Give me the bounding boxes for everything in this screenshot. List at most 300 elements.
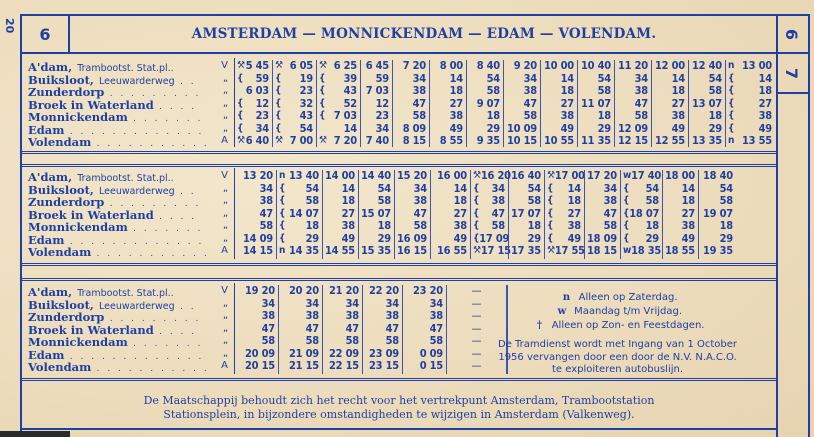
time-value: 13 00 — [742, 59, 772, 72]
time-value: 11 20 — [618, 59, 648, 72]
station-detail: Trambootst. Stat.pl. — [77, 173, 171, 184]
time-value: 47 — [261, 321, 275, 335]
time-value: 38 — [305, 309, 319, 322]
brace-mark: { — [279, 232, 286, 244]
side-tabs — [776, 14, 810, 94]
time-value: 47 — [603, 206, 617, 220]
time-value: 49 — [449, 121, 463, 135]
arrival-departure-mark: „ — [222, 122, 228, 134]
arrival-departure-mark: „ — [222, 72, 228, 84]
time-value: 58 — [486, 84, 500, 97]
time-value: 58 — [429, 334, 443, 347]
brace-mark: { — [623, 182, 630, 194]
leader-dots: . . . . . . . . . . . — [91, 364, 210, 374]
trip-column — [467, 60, 504, 147]
time-cell — [273, 135, 316, 148]
time-value: 58 — [412, 109, 426, 122]
time-value: 38 — [634, 84, 648, 97]
time-value: 15 07 — [361, 206, 391, 220]
time-value: 12 00 — [655, 59, 685, 72]
time-cell — [467, 135, 503, 148]
arrival-departure-mark: „ — [222, 195, 228, 206]
hammers-icon: ⚒ — [547, 245, 555, 256]
time-value: 47 — [345, 321, 359, 335]
trip-column — [585, 170, 621, 259]
station-row — [28, 110, 228, 123]
time-value: 47 — [413, 206, 427, 220]
table-number: 6 — [22, 16, 70, 52]
time-value: 14 09 — [243, 231, 273, 245]
time-value: 49 — [560, 121, 574, 135]
time-value: 18 — [567, 194, 581, 207]
time-cell — [235, 245, 276, 258]
time-value: 10 00 — [544, 59, 574, 72]
leader-dots: . — [170, 289, 177, 299]
time-value: 14 15 — [243, 244, 273, 257]
leader-dots: . . . . . . . — [127, 224, 203, 234]
time-value: 49 — [758, 121, 772, 135]
station-name: Edam — [28, 232, 65, 247]
time-value: 19 35 — [703, 244, 733, 257]
trip-column — [359, 170, 395, 259]
station-row — [28, 195, 228, 208]
time-value: 9 35 — [476, 134, 500, 147]
time-value: 34 — [491, 181, 505, 195]
time-value: 10 55 — [544, 134, 574, 147]
time-value: 14 — [341, 181, 355, 195]
time-cell — [726, 135, 775, 148]
time-value: 12 15 — [618, 134, 648, 147]
time-value: 14 — [343, 121, 357, 135]
side-tab-6[interactable] — [776, 16, 808, 54]
time-value: 58 — [345, 334, 359, 347]
time-value: 18 35 — [631, 244, 662, 257]
station-row — [28, 123, 228, 136]
trip-column — [393, 60, 430, 147]
time-value: 17 40 — [631, 169, 662, 182]
service-code: n — [728, 60, 735, 71]
time-value: 27 — [341, 206, 355, 220]
time-value: 58 — [305, 194, 319, 207]
service-code: w — [623, 245, 632, 256]
time-value: 6 45 — [365, 59, 389, 72]
leader-dots: . . . . . . . . . . . — [91, 249, 210, 259]
time-value: 47 — [305, 321, 319, 335]
time-value: 20 15 — [245, 359, 275, 372]
time-value: 54 — [597, 71, 611, 85]
station-detail: Trambootst. Stat.pl. — [77, 288, 171, 299]
time-value: 27 — [671, 96, 685, 110]
time-value: 58 — [645, 194, 659, 207]
time-value: 14 07 — [289, 206, 319, 220]
time-value: 22 09 — [329, 346, 359, 360]
time-value: 23 15 — [369, 359, 399, 372]
brace-mark: { — [547, 220, 554, 231]
time-value: 17 20 — [587, 169, 617, 182]
arrival-departure-mark: „ — [222, 220, 228, 231]
time-value: 29 — [719, 231, 733, 245]
time-value: 29 — [486, 121, 500, 135]
station-name: A'dam, — [28, 60, 73, 74]
leader-dots: . . . . . . . . . — [104, 199, 201, 209]
station-name: Monnickendam — [28, 220, 128, 234]
hammers-icon: ⚒ — [547, 170, 555, 181]
time-value: 23 — [255, 109, 269, 122]
time-value: 9 07 — [476, 96, 500, 110]
station-row — [28, 60, 228, 73]
brace-mark: { — [279, 195, 286, 206]
time-value: 58 — [385, 334, 399, 347]
legend-text: Alleen op Zaterdag. — [578, 292, 678, 303]
station-detail: Leeuwarderweg — [99, 300, 175, 312]
time-value: 11 07 — [581, 96, 611, 110]
brace-mark: { — [279, 220, 286, 231]
time-cell — [699, 245, 736, 258]
time-value: 34 — [385, 296, 399, 310]
brace-mark: { — [728, 97, 735, 109]
time-value: 20 09 — [245, 346, 275, 360]
time-value: 38 — [681, 219, 695, 232]
brace-mark: { — [547, 232, 554, 244]
station-name: Buiksloot, — [28, 182, 94, 197]
legend-item — [459, 319, 776, 333]
time-value: 18 — [560, 84, 574, 97]
trip-column — [361, 60, 393, 147]
trip-column — [277, 170, 323, 259]
time-cell — [277, 245, 322, 258]
trip-column — [578, 60, 615, 147]
station-list — [28, 170, 228, 258]
station-name: Zunderdorp — [28, 195, 105, 209]
time-value: 14 55 — [325, 244, 355, 257]
time-value: 8 00 — [439, 59, 463, 72]
brace-mark: { — [623, 220, 630, 231]
trip-column — [363, 285, 403, 374]
time-value: 11 35 — [581, 134, 611, 147]
side-tab-6-label: 6 — [782, 28, 802, 40]
arrival-departure-mark: „ — [222, 232, 228, 244]
time-value: 29 — [305, 231, 319, 245]
brace-mark: { — [319, 110, 326, 121]
station-row — [28, 135, 228, 148]
leader-dots: . . . . . . . . . . . . . — [64, 126, 204, 137]
station-name: Volendam — [28, 245, 92, 259]
time-value: 58 — [597, 84, 611, 97]
time-value: — — [471, 321, 482, 335]
time-value: 27 — [681, 206, 695, 220]
time-value: 5 45 — [245, 59, 269, 72]
station-row — [28, 285, 228, 298]
station-row — [28, 208, 228, 221]
legend-item — [459, 305, 776, 319]
brace-mark: { — [623, 207, 630, 219]
time-value: 38 — [453, 219, 467, 232]
time-value: 23 20 — [413, 284, 443, 297]
trip-column — [541, 60, 578, 147]
service-code: n — [279, 245, 286, 256]
time-value: 54 — [719, 181, 733, 195]
arrival-departure-mark: A — [221, 135, 228, 146]
station-row — [28, 323, 228, 336]
time-value: 13 07 — [692, 96, 722, 110]
leader-dots: . . . . — [153, 326, 197, 337]
brace-mark: { — [728, 110, 735, 121]
time-value: 47 — [259, 206, 273, 220]
time-value: 58 — [377, 194, 391, 207]
time-value: 6 25 — [333, 59, 357, 72]
time-value: 7 20 — [333, 134, 357, 147]
time-value: 58 — [305, 334, 319, 347]
time-value: 0 15 — [419, 359, 443, 372]
time-value: 6 03 — [245, 84, 269, 97]
station-name: Monnickendam — [28, 335, 128, 349]
station-row — [28, 360, 228, 373]
time-value: 12 — [255, 96, 269, 110]
time-value: 18 40 — [703, 169, 733, 182]
time-value: 59 — [375, 71, 389, 85]
time-value: 16 40 — [511, 169, 541, 182]
time-value: 16 15 — [397, 244, 427, 257]
time-value: 17 35 — [511, 244, 541, 257]
brace-mark: { — [473, 182, 480, 194]
trip-column — [317, 60, 361, 147]
time-value: 8 09 — [402, 121, 426, 135]
trip-column — [235, 170, 277, 259]
leader-dots: . . . . — [153, 211, 197, 222]
station-name: Broek in Waterland — [28, 322, 154, 337]
time-value: 6 05 — [289, 59, 313, 72]
legend-key: n — [562, 292, 571, 303]
leader-dots: . . . . . . . . . . . . . — [64, 236, 204, 247]
arrival-departure-mark: „ — [222, 347, 228, 359]
time-value: 23 09 — [369, 346, 399, 360]
trip-column — [621, 170, 663, 259]
side-tab-7[interactable] — [776, 54, 808, 92]
time-columns — [235, 60, 776, 147]
time-value: 54 — [377, 181, 391, 195]
leader-dots: . . . . — [153, 101, 197, 112]
time-value: 12 55 — [655, 134, 685, 147]
leader-dots: . . — [174, 186, 197, 197]
time-cell — [578, 135, 614, 148]
trip-column — [235, 60, 273, 147]
time-value: 17 55 — [554, 244, 585, 257]
time-value: 14 — [560, 71, 574, 85]
notice-line: te exploiteren autobuslijn. — [551, 364, 684, 375]
time-value: 13 55 — [742, 134, 772, 147]
time-columns — [235, 170, 776, 259]
time-value: 54 — [645, 181, 659, 195]
station-row — [28, 310, 228, 323]
time-value: 34 — [412, 71, 426, 85]
station-name: Edam — [28, 122, 65, 137]
time-value: — — [471, 284, 482, 297]
time-value: 14 00 — [325, 169, 355, 182]
station-row — [28, 298, 228, 311]
time-value: 27 — [758, 96, 772, 110]
time-value: 47 — [491, 206, 505, 220]
time-value: 14 — [681, 181, 695, 195]
time-value: 34 — [413, 181, 427, 195]
station-name: Broek in Waterland — [28, 97, 154, 112]
leader-dots: . . — [174, 76, 197, 87]
arrival-departure-mark: „ — [222, 335, 228, 346]
brace-mark: { — [728, 122, 735, 134]
time-value: 18 — [305, 219, 319, 232]
time-value: — — [471, 309, 482, 322]
station-list — [28, 60, 228, 148]
leader-dots: . . . . . . . — [127, 114, 203, 124]
timetable-block-2 — [22, 168, 776, 266]
time-cell — [323, 360, 362, 373]
time-value: 58 — [259, 219, 273, 232]
time-cell — [504, 135, 540, 148]
station-detail: Trambootst. Stat.pl. — [77, 63, 171, 74]
time-value: 34 — [429, 296, 443, 310]
time-value: 22 15 — [329, 359, 359, 372]
time-value: 27 — [449, 96, 463, 110]
time-value: 59 — [255, 71, 269, 85]
brace-mark: { — [237, 97, 244, 109]
time-value: 14 — [453, 181, 467, 195]
trip-column — [504, 60, 541, 147]
time-value: 17 00 — [554, 169, 585, 182]
service-notice — [459, 339, 776, 377]
time-value: 18 15 — [587, 244, 617, 257]
time-cell — [621, 245, 662, 258]
station-name: Edam — [28, 347, 65, 362]
time-value: 14 40 — [361, 169, 391, 182]
trip-column — [395, 170, 431, 259]
time-cell — [471, 244, 511, 258]
time-value: 18 — [708, 109, 722, 122]
station-row — [28, 85, 228, 98]
time-value: 21 09 — [289, 346, 319, 360]
hammers-icon: ⚒ — [237, 60, 245, 71]
notice-line: De Tramdienst wordt met Ingang van 1 October — [498, 339, 737, 350]
station-row — [28, 73, 228, 86]
legend-item — [459, 291, 776, 305]
time-value: 34 — [523, 71, 537, 85]
trip-column — [663, 170, 699, 259]
station-row — [28, 335, 228, 348]
time-value: 38 — [345, 309, 359, 322]
time-cell — [585, 245, 620, 258]
station-list — [28, 285, 228, 373]
time-value: 38 — [449, 109, 463, 122]
trip-column — [615, 60, 652, 147]
arrival-departure-mark: V — [221, 285, 228, 296]
time-value: 15 20 — [397, 169, 427, 182]
leader-dots: . . . . . . . . . — [104, 89, 201, 99]
time-value: 38 — [261, 309, 275, 322]
time-value: 18 — [377, 219, 391, 232]
brace-mark: { — [319, 97, 326, 109]
time-value: 18 — [453, 194, 467, 207]
time-value: 18 07 — [629, 206, 660, 220]
time-cell — [541, 135, 577, 148]
time-value: 54 — [305, 181, 319, 195]
time-value: 54 — [299, 121, 313, 135]
time-value: 20 20 — [289, 284, 319, 297]
time-value: 17 09 — [479, 231, 510, 245]
time-value: 18 — [449, 84, 463, 97]
brace-mark: { — [319, 72, 326, 84]
hammers-icon: ⚒ — [237, 135, 245, 146]
time-value: 18 — [719, 219, 733, 232]
route-title: AMSTERDAM — MONNICKENDAM — EDAM — VOLENDAM. — [191, 26, 657, 42]
station-row — [28, 348, 228, 361]
time-value: 7 20 — [402, 59, 426, 72]
time-value: 29 — [377, 231, 391, 245]
time-cell — [393, 135, 429, 148]
time-value: 8 15 — [402, 134, 426, 147]
leader-dots: . . . . . . . — [127, 339, 203, 349]
time-cell — [395, 245, 430, 258]
time-value: 14 — [567, 181, 581, 195]
hammers-icon: ⚒ — [275, 60, 283, 71]
arrival-departure-mark: A — [221, 245, 228, 256]
time-cell — [317, 135, 360, 148]
time-cell — [509, 245, 544, 258]
time-value: 34 — [261, 296, 275, 310]
time-cell — [430, 135, 466, 148]
time-cell — [359, 245, 394, 258]
time-value: 21 20 — [329, 284, 359, 297]
time-value: 47 — [429, 321, 443, 335]
time-cell — [235, 135, 272, 148]
footer-note — [22, 386, 776, 430]
station-detail: Leeuwarderweg — [99, 75, 175, 87]
time-cell — [545, 245, 584, 258]
time-value: 12 40 — [692, 59, 722, 72]
legend-text: Maandag t/m Vrijdag. — [574, 306, 683, 317]
time-value: 54 — [527, 181, 541, 195]
time-value: 0 09 — [419, 346, 443, 360]
time-value: 49 — [453, 231, 467, 245]
time-value: 8 55 — [439, 134, 463, 147]
time-value: 34 — [634, 71, 648, 85]
station-name: Broek in Waterland — [28, 207, 154, 222]
time-value: 38 — [567, 219, 581, 232]
time-value: 58 — [413, 219, 427, 232]
time-value: 52 — [343, 96, 357, 110]
time-value: 18 55 — [665, 244, 695, 257]
brace-mark: { — [728, 72, 735, 84]
time-value: — — [471, 296, 482, 310]
time-value: 18 00 — [665, 169, 695, 182]
page-number: 20 — [3, 18, 16, 34]
time-value: 29 — [597, 121, 611, 135]
legend-text: Alleen op Zon- en Feestdagen. — [551, 320, 705, 331]
time-value: 17 07 — [511, 206, 541, 220]
time-value: 38 — [413, 194, 427, 207]
leader-dots: . — [170, 64, 177, 74]
block-separator — [22, 164, 776, 167]
time-value: 47 — [385, 321, 399, 335]
time-value: 34 — [345, 296, 359, 310]
time-value: 29 — [645, 231, 659, 245]
time-value: 43 — [343, 84, 357, 97]
time-value: 29 — [527, 231, 541, 245]
time-value: 38 — [523, 84, 537, 97]
time-value: 22 20 — [369, 284, 399, 297]
leader-dots: . . . . . . . . . — [104, 314, 201, 324]
trip-column — [652, 60, 689, 147]
brace-mark: { — [279, 207, 286, 219]
time-cell — [615, 135, 651, 148]
time-value: 34 — [259, 181, 273, 195]
